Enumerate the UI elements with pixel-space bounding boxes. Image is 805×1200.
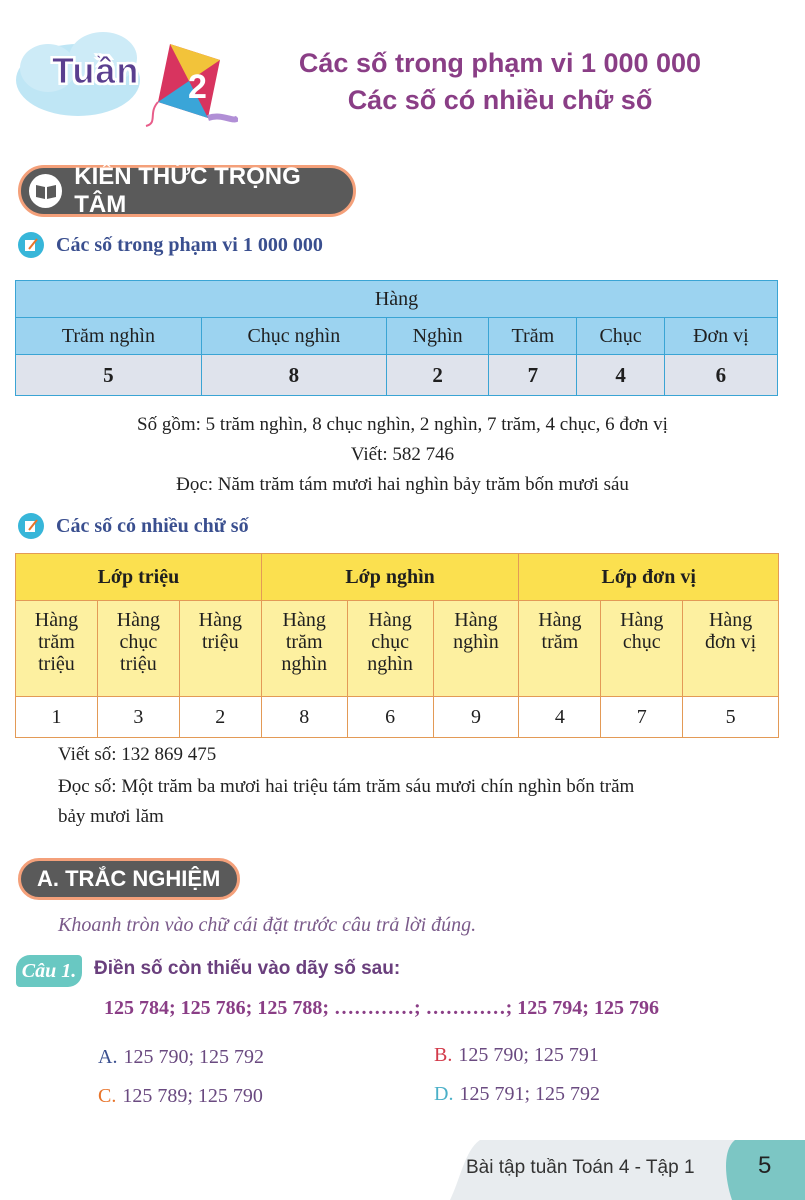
rank-cell: Hàng chục triệu: [97, 601, 179, 697]
digit-cell: 4: [519, 697, 601, 738]
table-value-cell: 6: [664, 355, 777, 396]
class-cell: Lớp đơn vị: [519, 554, 779, 601]
option-text: 125 789; 125 790: [122, 1085, 263, 1107]
subheading-range: [18, 232, 323, 258]
section-banner-knowledge: [18, 165, 356, 217]
table-value-cell: 8: [201, 355, 386, 396]
rank-cell: Hàng trăm: [519, 601, 601, 697]
rank-cell: Hàng trăm triệu: [16, 601, 98, 697]
digit-cell: 7: [601, 697, 683, 738]
section-banner-label: A. TRẮC NGHIỆM: [37, 866, 221, 891]
pencil-note-icon: [18, 232, 44, 258]
option-letter: D.: [434, 1083, 454, 1105]
table-header-cell: Nghìn: [386, 318, 488, 355]
table-value-cell: 4: [577, 355, 664, 396]
question-tag: Câu 1.: [16, 955, 82, 987]
option-letter: B.: [434, 1044, 453, 1066]
table-header-cell: Chục nghìn: [201, 318, 386, 355]
option-c[interactable]: [98, 1085, 263, 1108]
digit-cell: 1: [16, 697, 98, 738]
table-caption: Hàng: [16, 281, 778, 318]
subheading-label: Các số trong phạm vi 1 000 000: [56, 233, 323, 256]
digit-cell: 8: [261, 697, 347, 738]
rank-cell: Hàng đơn vị: [683, 601, 779, 697]
rank-cell: Hàng chục nghìn: [347, 601, 433, 697]
pencil-note-icon: [18, 513, 44, 539]
page-number: 5: [758, 1152, 772, 1179]
table-value-cell: 7: [489, 355, 577, 396]
option-letter: A.: [98, 1046, 118, 1068]
rank-cell: Hàng trăm nghìn: [261, 601, 347, 697]
section-banner-label: KIẾN THỨC TRỌNG TÂM: [74, 163, 301, 218]
table-header-cell: Đơn vị: [664, 318, 777, 355]
subheading-multidigit: [18, 513, 249, 539]
digit-cell: 6: [347, 697, 433, 738]
option-letter: C.: [98, 1085, 117, 1107]
class-cell: Lớp nghìn: [261, 554, 519, 601]
read-text: Đọc: Năm trăm tám mươi hai nghìn bảy trăm bốn mươi sáu: [176, 474, 629, 495]
rank-cell: Hàng chục: [601, 601, 683, 697]
digit-cell: 5: [683, 697, 779, 738]
class-rank-table: [15, 553, 779, 738]
table-value-cell: 2: [386, 355, 488, 396]
number-sequence: 125 784; 125 786; 125 788; …………; …………; 125 794; 125 796: [104, 997, 659, 1019]
option-text: 125 790; 125 791: [458, 1044, 599, 1066]
week-label: Tuần: [52, 50, 140, 91]
read-number-text-line1: Đọc số: Một trăm ba mươi hai triệu tám trăm sáu mươi chín nghìn bốn trăm: [58, 776, 635, 797]
table-header-cell: Trăm nghìn: [16, 318, 202, 355]
table-header-cell: Chục: [577, 318, 664, 355]
table-value-cell: 5: [16, 355, 202, 396]
digit-cell: 2: [179, 697, 261, 738]
week-number: 2: [188, 68, 207, 106]
option-text: 125 791; 125 792: [459, 1083, 601, 1105]
section-banner-quiz: [18, 858, 240, 900]
digit-cell: 9: [433, 697, 519, 738]
option-a[interactable]: [98, 1046, 264, 1069]
rank-cell: Hàng triệu: [179, 601, 261, 697]
digit-cell: 3: [97, 697, 179, 738]
write-number-text: Viết số: 132 869 475: [58, 744, 217, 765]
option-b[interactable]: [434, 1044, 599, 1067]
page-title-line2: Các số có nhiều chữ số: [347, 85, 653, 115]
question-text: Điền số còn thiếu vào dãy số sau:: [94, 958, 401, 979]
page-title-line1: Các số trong phạm vi 1 000 000: [298, 48, 702, 78]
footer-book-title: Bài tập tuần Toán 4 - Tập 1: [466, 1157, 695, 1178]
option-d[interactable]: [434, 1083, 600, 1106]
book-icon: [29, 174, 62, 208]
table-header-cell: Trăm: [489, 318, 577, 355]
composition-text: Số gồm: 5 trăm nghìn, 8 chục nghìn, 2 nghìn, 7 trăm, 4 chục, 6 đơn vị: [137, 414, 668, 435]
rank-cell: Hàng nghìn: [433, 601, 519, 697]
place-value-table: [15, 280, 778, 396]
subheading-label: Các số có nhiều chữ số: [56, 514, 249, 537]
class-cell: Lớp triệu: [16, 554, 262, 601]
instruction-text: Khoanh tròn vào chữ cái đặt trước câu trả lời đúng.: [58, 914, 477, 936]
read-number-text-line2: bảy mươi lăm: [58, 806, 164, 827]
option-text: 125 790; 125 792: [123, 1046, 265, 1068]
write-text: Viết: 582 746: [350, 444, 455, 465]
